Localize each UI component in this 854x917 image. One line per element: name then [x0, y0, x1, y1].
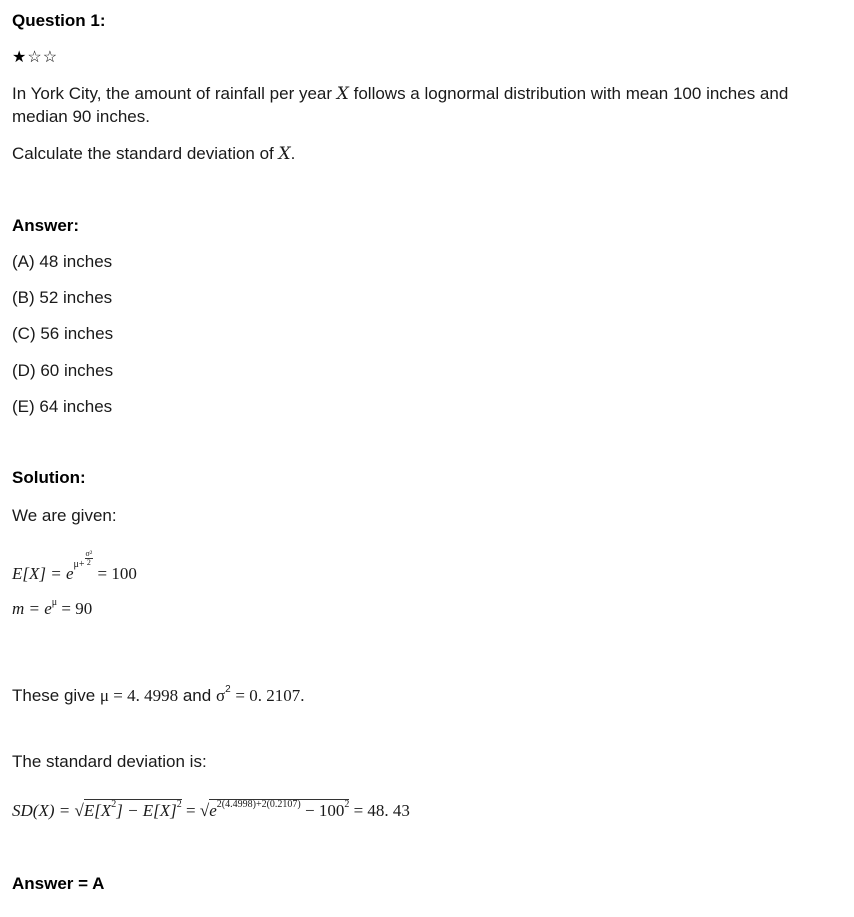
prompt-variable: X [278, 144, 291, 164]
question-text-part1: In York City, the amount of rainfall per year [12, 84, 333, 103]
median-eq-exponent: μ [51, 597, 58, 608]
median-equation [12, 597, 92, 619]
sigma-value: = 0. 2107. [235, 686, 305, 705]
given-text: We are given: [12, 506, 117, 525]
sd-rad2-base: e [209, 801, 217, 820]
question-text-line2: median 90 inches. [12, 107, 150, 126]
option-c: (C) 56 inches [12, 324, 114, 343]
sd-rad1-a: E[X [83, 801, 112, 820]
option-a: (A) 48 inches [12, 252, 113, 271]
mean-eq-rhs: = 100 [97, 564, 137, 583]
median-eq-rhs: = 90 [61, 599, 93, 618]
question-variable: X [336, 84, 349, 104]
option-e: (E) 64 inches [12, 397, 113, 416]
sd-eq-lhs: SD(X) = [12, 801, 71, 820]
sd-result: = 48. 43 [353, 801, 410, 820]
question-text-part2: follows a lognormal distribution with mean 100 inches and [353, 84, 789, 103]
mean-eq-frac-den: 2 [86, 558, 91, 567]
sd-rad1-b-exp: 2 [176, 799, 182, 810]
parameters-line [12, 679, 305, 707]
mean-eq-lhs: E[X] = e [12, 564, 74, 583]
sd-rad2-exp: 2(4.4998)+2(0.2107) [216, 799, 301, 810]
question-text-line1 [12, 83, 788, 105]
mean-equation [12, 550, 137, 584]
difficulty-stars: ★☆☆ [12, 49, 59, 66]
prompt-text: Calculate the standard deviation of [12, 144, 274, 163]
these-give-text: These give [12, 686, 96, 705]
sd-rad1-a-exp: 2 [111, 799, 117, 810]
final-answer: Answer = A [12, 874, 105, 893]
sd-label: The standard deviation is: [12, 752, 207, 771]
and-text: and [182, 686, 212, 705]
answer-heading: Answer: [12, 216, 80, 235]
question-prompt [12, 143, 295, 165]
mu-value: μ = 4. 4998 [99, 686, 179, 705]
sd-rad2-minus: − 100 [305, 801, 345, 820]
sd-rad2-exp2: 2 [344, 799, 350, 810]
sd-radical-2 [209, 799, 349, 820]
sd-eq-sign: = [186, 801, 196, 820]
sigma-exponent: 2 [225, 684, 231, 695]
option-d: (D) 60 inches [12, 361, 114, 380]
sigma-symbol: σ [215, 686, 226, 705]
sd-equation: $SD(X) = √E[X^2] - E[X]^2 = √e^{2(4.4998)+2(0.2107)} - 100^2 = 48$. 43 [12, 799, 410, 820]
median-eq-lhs: m = e [12, 599, 52, 618]
sd-rad1-b: ] − E[X] [116, 801, 177, 820]
option-b: (B) 52 inches [12, 288, 113, 307]
mean-eq-frac-num: σ² [85, 549, 93, 558]
solution-heading: Solution: [12, 468, 86, 487]
sd-radical-1 [84, 799, 182, 820]
mean-eq-exponent: μ+ [73, 559, 85, 570]
question-title: Question 1: [12, 11, 106, 30]
prompt-end: . [290, 144, 296, 163]
